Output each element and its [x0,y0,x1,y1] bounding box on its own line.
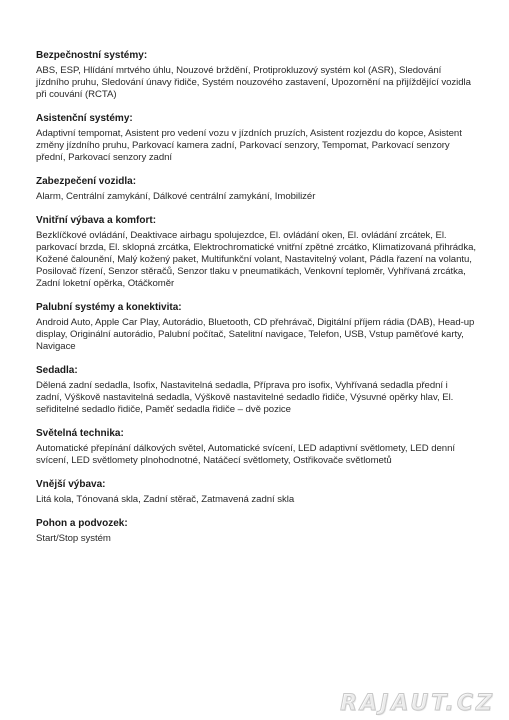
section-body: Dělená zadní sedadla, Isofix, Nastavitelná sedadla, Příprava pro isofix, Vyhřívaná sedadla přední i zadní, Výškově nastavitelná sedadla, Výškově nastavitelné sedadlo řidiče, Výsuvné opěrky hlav, El. seřiditelné sedadlo řidiče, Paměť sedadla řidiče – dvě pozice [36,380,454,415]
section-title: Vnitřní výbava a komfort: [36,215,157,226]
section-safety-systems [36,50,476,101]
section-seats [36,365,476,416]
section-vehicle-security [36,176,476,203]
section-body: Automatické přepínání dálkových světel, Automatické svícení, LED adaptivní světlomety, LED denní svícení, LED světlomety plnohodnotné, Natáčecí světlomety, Ostřikovače světlometů [36,443,455,466]
section-body: ABS, ESP, Hlídání mrtvého úhlu, Nouzové brždění, Protiprokluzový systém kol (ASR), Sledování jízdního pruhu, Sledování únavy řidiče, Systém nouzového zastavení, Upozornění na přijíždějící vozidla při couvání (RCTA) [36,65,471,100]
section-title: Asistenční systémy: [36,113,133,124]
section-interior-comfort [36,215,476,290]
section-drivetrain-chassis [36,518,476,545]
section-title: Bezpečnostní systémy: [36,50,148,61]
section-title: Sedadla: [36,365,78,376]
section-body: Bezklíčkové ovládání, Deaktivace airbagu spolujezdce, El. ovládání oken, El. ovládání zrcátek, El. parkovací brzda, El. sklopná zrcátka, Elektrochromatické vnitřní zpětné zrcátko, Klimatizovaná přihrádka, Kožené čalounění, Malý kožený paket, Multifunkční volant, Nastavitelný volant, Pádla řazení na volantu, Posilovač řízení, Senzor stěračů, Senzor tlaku v pneumatikách, Venkovní teploměr, Vyhřívaná zrcátka, Zadní loketní opěrka, Otáčkoměr [36,230,476,289]
section-body: Alarm, Centrální zamykání, Dálkové centrální zamykání, Imobilizér [36,191,316,202]
section-assistance-systems [36,113,476,164]
document-page [36,50,476,557]
section-title: Pohon a podvozek: [36,518,128,529]
section-title: Světelná technika: [36,428,124,439]
section-lighting [36,428,476,467]
section-title: Zabezpečení vozidla: [36,176,137,187]
watermark-logo: RAJAUT.CZ [340,691,495,716]
section-body: Litá kola, Tónovaná skla, Zadní stěrač, Zatmavená zadní skla [36,494,295,505]
section-body: Android Auto, Apple Car Play, Autorádio, Bluetooth, CD přehrávač, Digitální příjem rádia (DAB), Head-up display, Originální autorádio, Palubní počítač, Satelitní navigace, Telefon, USB, Vstup paměťové karty, Navigace [36,317,475,352]
section-body: Start/Stop systém [36,533,111,544]
section-exterior [36,479,476,506]
section-title: Palubní systémy a konektivita: [36,302,182,313]
section-title: Vnější výbava: [36,479,106,490]
section-body: Adaptivní tempomat, Asistent pro vedení vozu v jízdních pruzích, Asistent rozjezdu do kopce, Asistent změny jízdního pruhu, Parkovací kamera zadní, Parkovací senzory, Tempomat, Parkovací senzory přední, Parkovací senzory zadní [36,128,462,163]
section-onboard-connectivity [36,302,476,353]
